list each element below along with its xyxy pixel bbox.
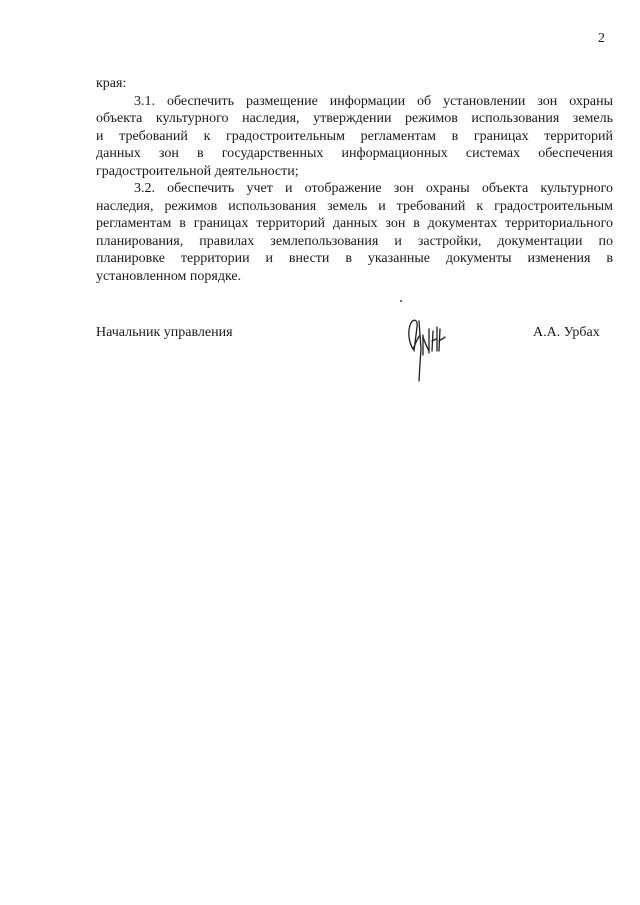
paragraph-3-1-line: объекта культурного наследия, утверждении режимов использования земель: [96, 111, 613, 126]
paragraph-3-2-line: регламентам в границах территорий данных зон в документах территориального: [96, 216, 613, 231]
paragraph-3-2-line: наследия, режимов использования земель и требований к градостроительным: [96, 198, 613, 214]
stray-dot-mark: [400, 300, 402, 302]
handwritten-signature: [401, 315, 457, 383]
paragraph-3-1-line: данных зон в государственных информационных системах обеспечения: [96, 146, 613, 161]
signatory-name: А.А. Урбах: [533, 325, 600, 340]
body-line: края:: [96, 76, 127, 91]
paragraph-3-1-line: 3.1. обеспечить размещение информации об установлении зон охраны: [134, 93, 613, 109]
paragraph-3-1-line: градостроительной деятельности;: [96, 163, 299, 179]
body-text: [96, 75, 613, 285]
paragraph-3-1-line: и требований к градостроительным регламентам в границах территорий: [96, 128, 613, 144]
paragraph-3-2-line: планировке территории и внести в указанные документы изменения в: [96, 251, 613, 266]
paragraph-3-2-line: 3.2. обеспечить учет и отображение зон охраны объекта культурного: [134, 181, 613, 196]
page-number: 2: [598, 31, 605, 46]
paragraph-3-2-line: установленном порядке.: [96, 268, 242, 284]
signatory-position: Начальник управления: [96, 325, 233, 340]
paragraph-3-2-line: планирования, правилах землепользования и застройки, документации по: [96, 233, 613, 249]
